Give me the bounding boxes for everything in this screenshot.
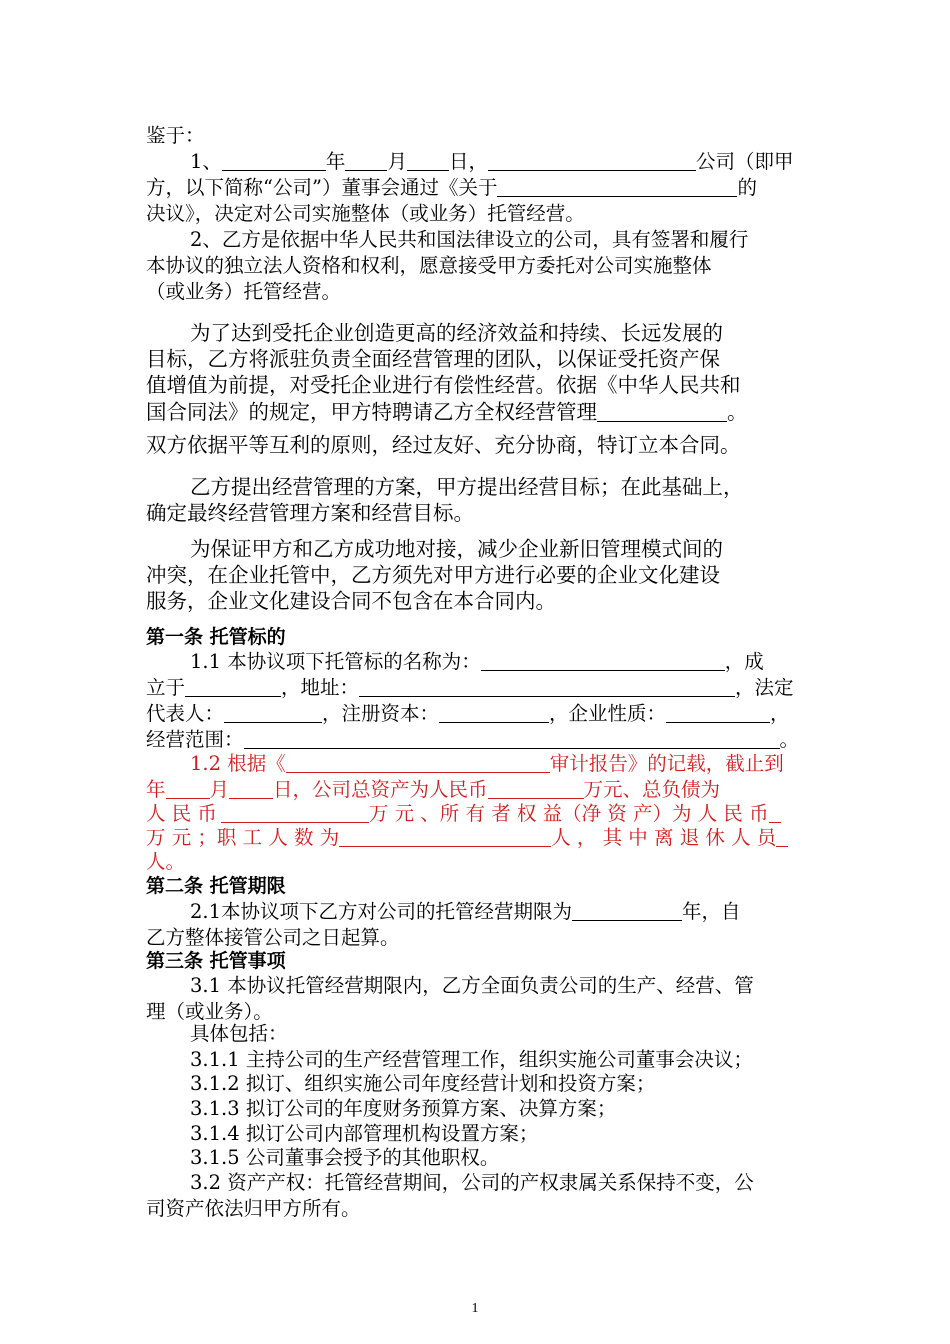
text: 本协议的独立法人资格和权利，愿意接受甲方委托对公司实施整体 <box>146 254 712 277</box>
text: 3.1.1 主持公司的生产经营管理工作，组织实施公司董事会决议； <box>190 1048 753 1071</box>
recital-1-line-2 <box>146 175 826 201</box>
article-1-1-line-2 <box>146 675 826 701</box>
text: 第一条 托管标的 <box>146 626 286 648</box>
article-3-1-1 <box>190 1047 870 1073</box>
text: 第三条 托管事项 <box>146 950 286 972</box>
text: （或业务）托管经营。 <box>146 280 342 303</box>
article-3-1-5 <box>190 1145 870 1171</box>
text: 人。 <box>146 850 186 873</box>
text: 月 <box>209 778 230 801</box>
text: 。 <box>727 400 748 424</box>
text: 1.1 本协议项下托管标的名称为： <box>190 650 481 673</box>
culture-line-1 <box>190 536 870 562</box>
recital-2-line-1 <box>190 227 870 253</box>
text: 为了达到受托企业创造更高的经济效益和持续、长远发展的 <box>190 321 723 345</box>
text: ， <box>770 702 790 725</box>
text: 的 <box>737 176 757 199</box>
recital-2-line-2 <box>146 253 826 279</box>
text: 审计报告》的记载，截止到 <box>549 752 784 775</box>
article-2-heading <box>146 873 826 899</box>
blank-field[interactable] <box>769 802 781 823</box>
text: 立于 <box>146 676 186 699</box>
article-1-2-line-3 <box>146 801 826 827</box>
text: 万 元 ；职 工 人 数 为 <box>146 826 340 849</box>
text: 3.1 本协议托管经营期限内，乙方全面负责公司的生产、经营、管 <box>190 974 754 997</box>
blank-field[interactable] <box>221 802 369 823</box>
article-3-1-intro <box>190 1021 870 1047</box>
blank-field[interactable] <box>339 826 551 847</box>
blank-field[interactable] <box>166 778 210 799</box>
blank-field[interactable] <box>345 150 387 171</box>
article-3-1-2 <box>190 1071 870 1097</box>
text: 冲突，在企业托管中，乙方须先对甲方进行必要的企业文化建设 <box>146 563 720 587</box>
text: 万 元 、所 有 者 权 益（净 资 产）为 人 民 币 <box>368 802 769 825</box>
text: 3.1.4 拟订公司内部管理机构设置方案； <box>190 1122 539 1145</box>
article-3-heading <box>146 948 826 974</box>
text: 第二条 托管期限 <box>146 875 286 897</box>
article-1-2-line-1 <box>190 751 870 777</box>
article-1-1-line-1 <box>190 649 870 675</box>
culture-line-2 <box>146 562 826 588</box>
text: 代表人： <box>146 702 225 725</box>
purpose-line-4 <box>146 399 826 425</box>
text: 值增值为前提，对受托企业进行有偿性经营。依据《中华人民共和 <box>146 373 741 397</box>
text: 。 <box>779 728 800 751</box>
blank-field[interactable] <box>597 401 727 422</box>
text: 2.1本协议项下乙方对公司的托管经营期限为 <box>190 900 573 923</box>
text: 日， <box>448 150 488 173</box>
text: 确定最终经营管理方案和经营目标。 <box>146 501 474 525</box>
blank-field[interactable] <box>488 150 696 171</box>
text: 1、 <box>190 150 222 173</box>
blank-field[interactable] <box>572 900 682 921</box>
text: 司资产依法归甲方所有。 <box>146 1197 361 1220</box>
article-1-heading <box>146 624 826 650</box>
text: 3.1.3 拟订公司的年度财务预算方案、决算方案； <box>190 1097 617 1120</box>
text: 方，以下简称“公司”）董事会通过《关于 <box>146 176 498 199</box>
text: 乙方提出经营管理的方案，甲方提出经营目标；在此基础上， <box>190 475 744 499</box>
text: 国合同法》的规定，甲方特聘请乙方全权经营管理 <box>146 400 597 424</box>
culture-line-3 <box>146 588 826 614</box>
plan-line-1 <box>190 474 870 500</box>
text: 决议》，决定对公司实施整体（或业务）托管经营。 <box>146 202 585 225</box>
blank-field[interactable] <box>439 702 549 723</box>
text: 目标，乙方将派驻负责全面经营管理的团队，以保证受托资产保 <box>146 347 720 371</box>
text: 2、乙方是依据中华人民共和国法律设立的公司，具有签署和履行 <box>190 228 749 251</box>
text: 鉴于： <box>146 124 205 147</box>
blank-field[interactable] <box>776 826 788 847</box>
article-1-2-line-2 <box>146 777 826 803</box>
text: 人 ， 其 中 离 退 休 人 员 <box>551 826 777 849</box>
text: 年 <box>146 778 166 801</box>
text: 年 <box>325 150 346 173</box>
blank-field[interactable] <box>222 150 326 171</box>
blank-field[interactable] <box>185 676 281 697</box>
text: 公司（即甲 <box>695 150 794 173</box>
purpose-line-3 <box>146 372 826 398</box>
intro-heading <box>146 123 826 149</box>
recital-1-line-1 <box>190 149 870 175</box>
plan-line-2 <box>146 500 826 526</box>
text: 3.1.5 公司董事会授予的其他职权。 <box>190 1146 500 1169</box>
blank-field[interactable] <box>481 650 725 671</box>
blank-field[interactable] <box>666 702 770 723</box>
text: 万元、总负债为 <box>583 778 721 801</box>
recital-1-line-3 <box>146 201 826 227</box>
article-1-1-line-3 <box>146 701 826 727</box>
purpose-line-5 <box>146 432 826 458</box>
text: 3.1.2 拟订、组织实施公司年度经营计划和投资方案； <box>190 1072 656 1095</box>
text: 双方依据平等互利的原则，经过友好、充分协商，特订立本合同。 <box>146 433 741 457</box>
text: 人 民 币 <box>146 802 217 825</box>
recital-2-line-3 <box>146 279 826 305</box>
purpose-line-2 <box>146 346 826 372</box>
article-2-1-line-1 <box>190 899 870 925</box>
article-1-2-line-4 <box>146 825 826 851</box>
text: ，成 <box>724 650 764 673</box>
text: 理（或业务）。 <box>146 1000 273 1023</box>
text: 年，自 <box>682 900 741 923</box>
article-1-1-line-4 <box>146 727 826 753</box>
blank-field[interactable] <box>286 752 550 773</box>
text: ，注册资本： <box>322 702 440 725</box>
article-3-1-line-1 <box>190 973 870 999</box>
text: 经营范围： <box>146 728 244 751</box>
article-3-1-3 <box>190 1096 870 1122</box>
text: ，法定 <box>735 676 794 699</box>
text: 1.2 根据《 <box>190 752 286 775</box>
blank-field[interactable] <box>359 676 735 697</box>
page-number: 1 <box>471 1301 479 1316</box>
text: 3.2 资产产权：托管经营期间，公司的产权隶属关系保持不变，公 <box>190 1171 754 1194</box>
purpose-line-1 <box>190 320 870 346</box>
text: ，地址： <box>281 676 360 699</box>
blank-field[interactable] <box>224 702 322 723</box>
blank-field[interactable] <box>407 150 449 171</box>
blank-field[interactable] <box>244 728 780 749</box>
text: 乙方整体接管公司之日起算。 <box>146 926 400 949</box>
text: 具体包括： <box>190 1022 288 1045</box>
text: 月 <box>387 150 407 173</box>
text: ，企业性质： <box>549 702 667 725</box>
blank-field[interactable] <box>497 176 737 197</box>
blank-field[interactable] <box>488 778 584 799</box>
article-3-1-4 <box>190 1121 870 1147</box>
text: 为保证甲方和乙方成功地对接，减少企业新旧管理模式间的 <box>190 537 723 561</box>
article-3-2-line-2 <box>146 1196 826 1222</box>
blank-field[interactable] <box>229 778 273 799</box>
article-3-2-line-1 <box>190 1170 870 1196</box>
text: 服务，企业文化建设合同不包含在本合同内。 <box>146 589 556 613</box>
article-1-2-line-5 <box>146 849 826 875</box>
text: 日，公司总资产为人民币 <box>273 778 488 801</box>
